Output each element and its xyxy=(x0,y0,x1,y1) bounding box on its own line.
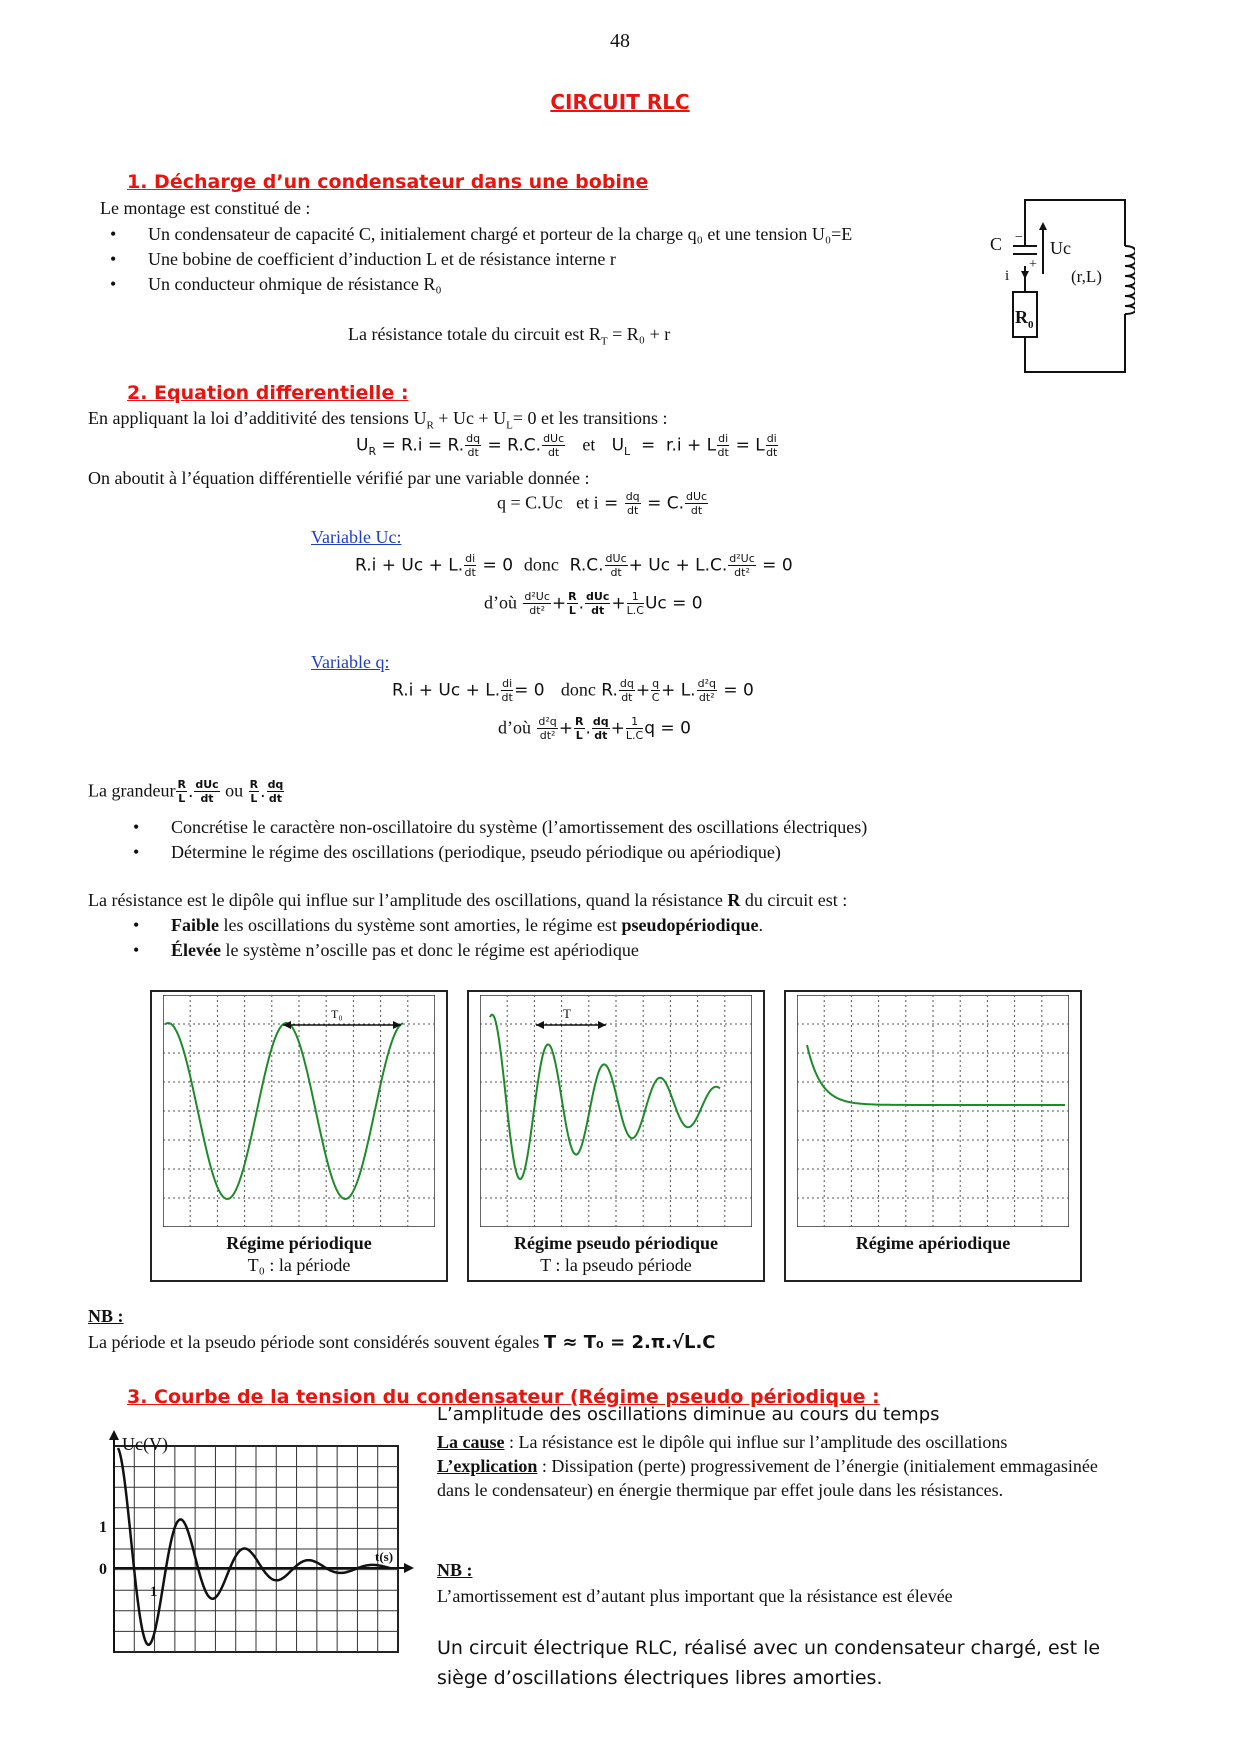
panel-pseudo-periodic xyxy=(467,990,765,1282)
x-axis-label: t(s) xyxy=(375,1549,394,1564)
section3-subtitle: L’amplitude des oscillations diminue au cours du temps xyxy=(437,1404,940,1425)
panel-title: Régime périodique xyxy=(226,1233,372,1253)
additivity-law: En appliquant la loi d’additivité des tensions $U_R + Uc + U_L= 0$ et les transitions : xyxy=(88,408,668,432)
ur-ul-equation: $U_R = R.i = R$. $\frac{dq}{dt}$ = R.C. $\frac{\text{dUc}}{dt}$ et $U_L = r.i + L$ $\frac{di}{dt}$ = L $\frac{di}{dt}$ xyxy=(356,432,778,459)
variable-uc-link[interactable]: Variable Uc: xyxy=(311,527,402,547)
rl-label: (r,L) xyxy=(1071,267,1102,286)
nb2-label: NB : xyxy=(437,1560,473,1580)
panel-subtitle: T : la pseudo période xyxy=(540,1255,692,1275)
c-label: C xyxy=(990,234,1003,254)
section3-heading: 3. Courbe de la tension du condensateur (Régime pseudo périodique : xyxy=(127,1386,880,1408)
uc-damped-graph xyxy=(90,1428,420,1656)
conclusion-text: Un circuit électrique RLC, réalisé avec un condensateur chargé, est le siège d’oscillations électriques libres amorties. xyxy=(437,1637,1101,1689)
section1-list xyxy=(148,224,988,299)
i-label: i xyxy=(1005,268,1010,284)
panel-title: Régime pseudo périodique xyxy=(513,1233,718,1253)
nb-label: NB : xyxy=(88,1306,124,1326)
list-item: • Une bobine de coefficient d’induction L et de résistance interne r xyxy=(148,249,988,274)
cause-text: La cause : La résistance est le dipôle qui influe sur l’amplitude des oscillations xyxy=(437,1432,1008,1452)
variable-q-link[interactable]: Variable q: xyxy=(311,652,390,672)
minus-sign: − xyxy=(1015,230,1023,245)
list-item: • Concrétise le caractère non-oscillatoire du système (l’amortissement des oscillations électriques) xyxy=(171,817,1071,842)
plus-sign: + xyxy=(1029,257,1037,272)
section1-heading: 1. Décharge d’un condensateur dans une bobine xyxy=(127,171,649,193)
panel-title: Régime apériodique xyxy=(855,1233,1011,1253)
list-item: • Élevée le système n’oscille pas et donc le régime est apériodique xyxy=(171,940,1071,965)
nb2-text: L’amortissement est d’autant plus important que la résistance est élevée xyxy=(437,1586,953,1606)
grandeur-list xyxy=(171,817,1071,867)
explanation-text: L’explication : Dissipation (perte) progressivement de l’énergie (initialement emmagasinée dans le condensateur) en énergie thermique par effet joule dans les résistances. xyxy=(437,1456,1098,1500)
uc-equation-2: d’où $\frac{\text{d²Uc}}{\text{dt²}}$ + $\frac{R}{L}$ . $\frac{\text{dUc}}{dt}$ + $\frac{1}{L.C}$ Uc = 0 xyxy=(484,590,703,617)
list-item: • Un condensateur de capacité C, initialement chargé et porteur de la charge q₀ et une tension U₀=E xyxy=(148,224,988,249)
oscilloscope-periodic xyxy=(163,995,435,1227)
oscilloscope-aperiodic xyxy=(797,995,1069,1227)
uc-equation-1: R.i + Uc + L. $\frac{di}{dt}$ = 0 donc R.C. $\frac{\text{dUc}}{dt}$ + Uc + L.C. $\frac{\text{d²Uc}}{\text{dt²}}$ = 0 xyxy=(355,552,793,579)
panel-aperiodic xyxy=(784,990,1082,1282)
q-equation-2: d’où $\frac{\text{d²q}}{\text{dt²}}$ + $\frac{R}{L}$ . $\frac{dq}{dt}$ + $\frac{1}{L.C}$ q = 0 xyxy=(498,715,691,742)
list-item: • Un conducteur ohmique de résistance R₀ xyxy=(148,274,988,299)
list-item: • Détermine le régime des oscillations (periodique, pseudo périodique ou apériodique) xyxy=(171,842,1071,867)
list-item: • Faible les oscillations du système sont amorties, le régime est pseudopériodique. xyxy=(171,915,1071,940)
resistance-text: La résistance est le dipôle qui influe sur l’amplitude des oscillations, quand la résistance R du circuit est : xyxy=(88,890,848,910)
section1-intro: Le montage est constitué de : xyxy=(100,198,311,218)
y-axis-label: Uc(V) xyxy=(122,1434,168,1454)
differential-intro: On aboutit à l’équation différentielle vérifié par une variable donnée : xyxy=(88,468,590,488)
r0-label: $R_0$ xyxy=(1015,307,1034,331)
y-tick-0: 0 xyxy=(99,1561,107,1578)
panel-periodic xyxy=(150,990,448,1282)
section2-heading: 2. Equation differentielle : xyxy=(127,382,409,404)
oscilloscope-pseudo xyxy=(480,995,752,1227)
page-title: CIRCUIT RLC xyxy=(550,90,690,114)
uc-label: Uc xyxy=(1050,238,1071,258)
period-marker: T₀ xyxy=(331,1007,343,1021)
y-tick-1: 1 xyxy=(99,1519,107,1536)
x-tick-1: 1 xyxy=(150,1584,158,1600)
grandeur-line: La grandeur $\frac{R}{L}$ . $\frac{\text{dUc}}{dt}$ ou $\frac{R}{L}$ . $\frac{dq}{dt}$ xyxy=(88,778,284,805)
q-equation-1: R.i + Uc + L. $\frac{di}{dt}$ = 0 donc R. $\frac{dq}{dt}$ + $\frac{q}{C}$ + L. $\frac{\text{d²q}}{\text{dt²}}$ = 0 xyxy=(392,677,754,704)
q-equation: q = C.Uc et i = $\frac{dq}{dt}$ = C. $\frac{\text{dUc}}{dt}$ xyxy=(497,490,708,517)
period-marker: T xyxy=(563,1006,571,1021)
rlc-circuit-diagram xyxy=(985,194,1135,374)
panel-subtitle: T₀ : la période xyxy=(247,1255,351,1275)
resistance-list xyxy=(171,915,1071,965)
total-resistance: La résistance totale du circuit est $R_T = R_0 + r$ xyxy=(348,324,671,348)
page-number: 48 xyxy=(610,30,630,52)
nb-period-text: La période et la pseudo période sont considérés souvent égales T ≈ T₀ = 2.π.√L.C xyxy=(88,1332,716,1353)
